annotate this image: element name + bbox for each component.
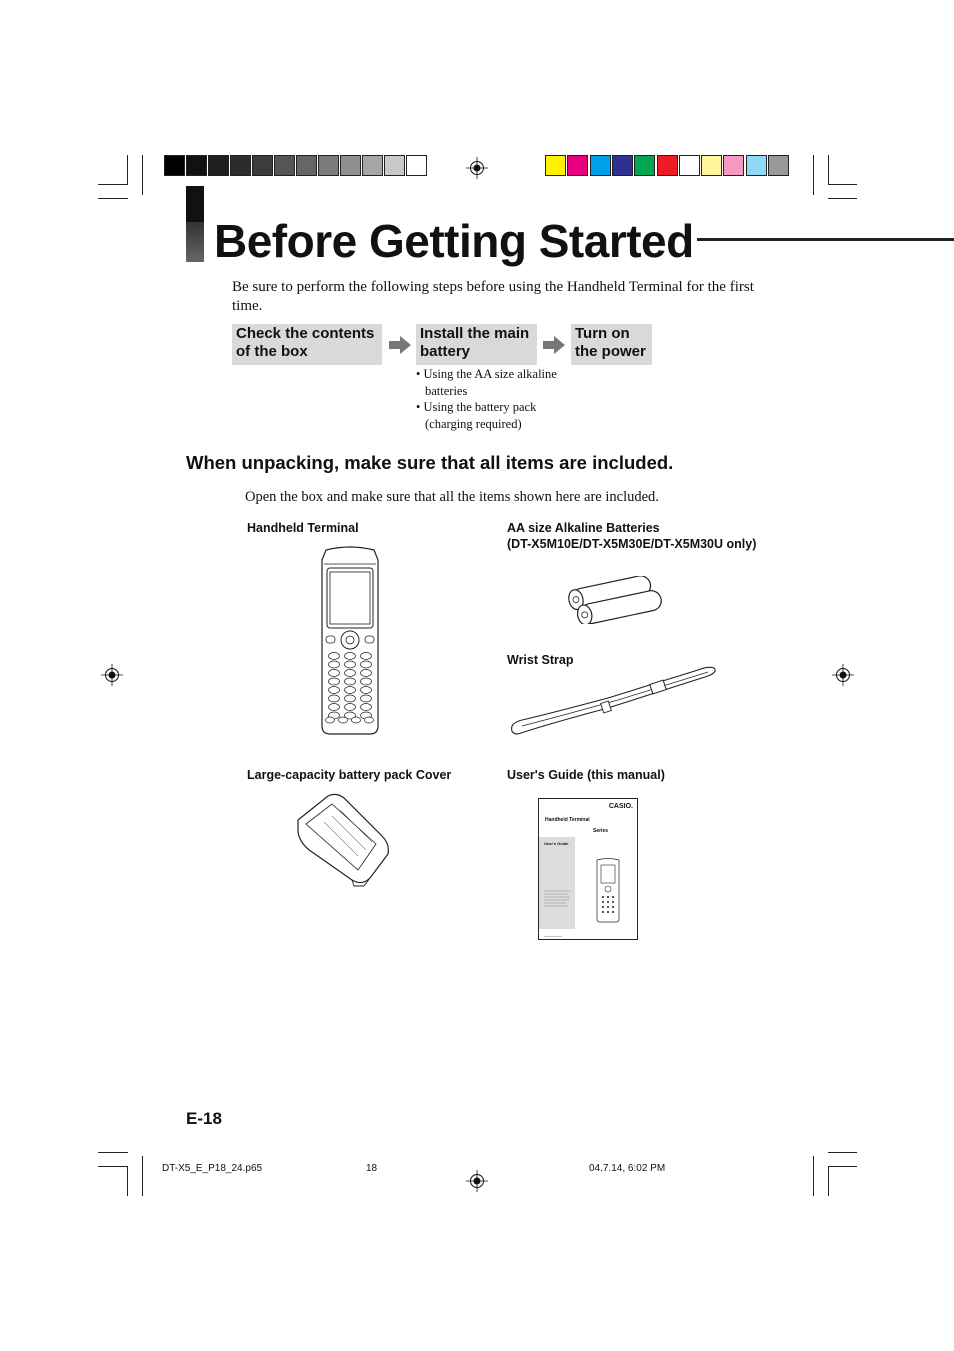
registration-mark-icon — [832, 664, 854, 686]
footer-file: DT-X5_E_P18_24.p65 — [162, 1163, 263, 1174]
color-swatch — [545, 155, 566, 176]
guide-footer-line — [544, 935, 564, 938]
step-label: Turn on — [575, 325, 630, 342]
keypad-key — [361, 678, 372, 685]
color-swatch — [612, 155, 633, 176]
color-swatch — [567, 155, 588, 176]
color-swatch — [701, 155, 722, 176]
keypad-key — [361, 670, 372, 677]
guide-terminal-image — [595, 857, 621, 923]
color-swatch — [679, 155, 700, 176]
arrow-right-icon — [389, 336, 411, 354]
item-label-line: (DT-X5M10E/DT-X5M30E/DT-X5M30U only) — [507, 536, 757, 551]
guide-brand: CASIO. — [608, 803, 633, 810]
keypad-key — [329, 653, 340, 660]
keypad-key — [329, 670, 340, 677]
keypad-key — [361, 695, 372, 702]
color-swatch — [164, 155, 185, 176]
list-item: • Using the battery pack (charging required) — [416, 400, 537, 431]
battery-cover-illustration — [292, 792, 396, 888]
color-swatch — [274, 155, 295, 176]
list-item-text: Using the battery pack (charging required) — [423, 400, 537, 431]
step-check-contents — [232, 324, 382, 365]
section-intro: Open the box and make sure that all the items shown here are included. — [245, 489, 659, 505]
page-number: E-18 — [186, 1109, 222, 1128]
color-swatch — [362, 155, 383, 176]
section-heading: When unpacking, make sure that all items are included. — [186, 452, 674, 473]
guide-panel — [539, 837, 575, 929]
keypad-key — [326, 717, 335, 723]
item-label-cover: Large-capacity battery pack Cover — [247, 768, 452, 782]
keypad-key — [361, 687, 372, 694]
color-swatch — [252, 155, 273, 176]
keypad-key — [345, 653, 356, 660]
keypad-key — [345, 695, 356, 702]
keypad-key — [361, 704, 372, 711]
keypad-key — [339, 717, 348, 723]
keypad-key — [345, 704, 356, 711]
item-label-guide: User's Guide (this manual) — [507, 768, 665, 782]
users-guide-illustration — [538, 798, 638, 940]
keypad-key — [345, 678, 356, 685]
color-swatch — [230, 155, 251, 176]
keypad-key — [329, 678, 340, 685]
step-install-battery — [416, 324, 537, 365]
keypad-key — [345, 670, 356, 677]
page-title: Before Getting Started — [214, 215, 694, 267]
guide-text-lines — [544, 889, 572, 909]
color-swatch — [208, 155, 229, 176]
wrist-strap-illustration — [508, 664, 720, 740]
keypad-key — [345, 661, 356, 668]
registration-mark-icon — [466, 1170, 488, 1192]
keypad-key — [361, 661, 372, 668]
battery-options-list — [416, 366, 566, 432]
guide-heading: User's Guide — [544, 841, 569, 846]
color-swatch — [406, 155, 427, 176]
intro-text: Be sure to perform the following steps before using the Handheld Terminal for the first time. — [232, 279, 754, 314]
arrow-right-icon — [543, 336, 565, 354]
step-label: the power — [575, 343, 646, 360]
keypad-key — [361, 653, 372, 660]
keypad-key — [345, 687, 356, 694]
aa-batteries-illustration — [562, 576, 670, 624]
color-swatch — [634, 155, 655, 176]
keypad-key — [329, 695, 340, 702]
color-swatch — [768, 155, 789, 176]
list-item: • Using the AA size alkaline batteries — [416, 367, 557, 398]
keypad-key — [329, 661, 340, 668]
guide-product: Handheld Terminal — [545, 817, 590, 823]
keypad-key — [352, 717, 361, 723]
item-label-batteries — [507, 521, 756, 552]
item-label-terminal: Handheld Terminal — [247, 521, 359, 535]
color-swatch — [296, 155, 317, 176]
step-turn-on-power — [571, 324, 652, 365]
step-label: of the box — [236, 343, 308, 360]
item-label-strap: Wrist Strap — [507, 653, 574, 667]
keypad-key — [365, 717, 374, 723]
registration-mark-icon — [101, 664, 123, 686]
color-swatch — [746, 155, 767, 176]
color-swatch — [723, 155, 744, 176]
step-label: Check the contents — [236, 325, 375, 342]
guide-series: Series — [593, 828, 609, 834]
item-label-line: AA size Alkaline Batteries — [507, 521, 660, 535]
color-swatch — [340, 155, 361, 176]
keypad-key — [329, 687, 340, 694]
handheld-terminal-illustration — [318, 546, 382, 736]
keypad-key — [329, 704, 340, 711]
color-swatch — [590, 155, 611, 176]
step-label: battery — [420, 343, 471, 360]
list-item-text: Using the AA size alkaline batteries — [423, 367, 557, 398]
color-swatch — [657, 155, 678, 176]
footer-date: 04.7.14, 6:02 PM — [589, 1163, 666, 1174]
registration-mark-icon — [466, 157, 488, 179]
title-rule — [697, 238, 954, 241]
title-side-bar-light — [186, 222, 204, 262]
step-label: Install the main — [420, 325, 530, 342]
footer-page: 18 — [366, 1163, 378, 1174]
color-swatch — [186, 155, 207, 176]
color-swatch — [318, 155, 339, 176]
color-swatch — [384, 155, 405, 176]
